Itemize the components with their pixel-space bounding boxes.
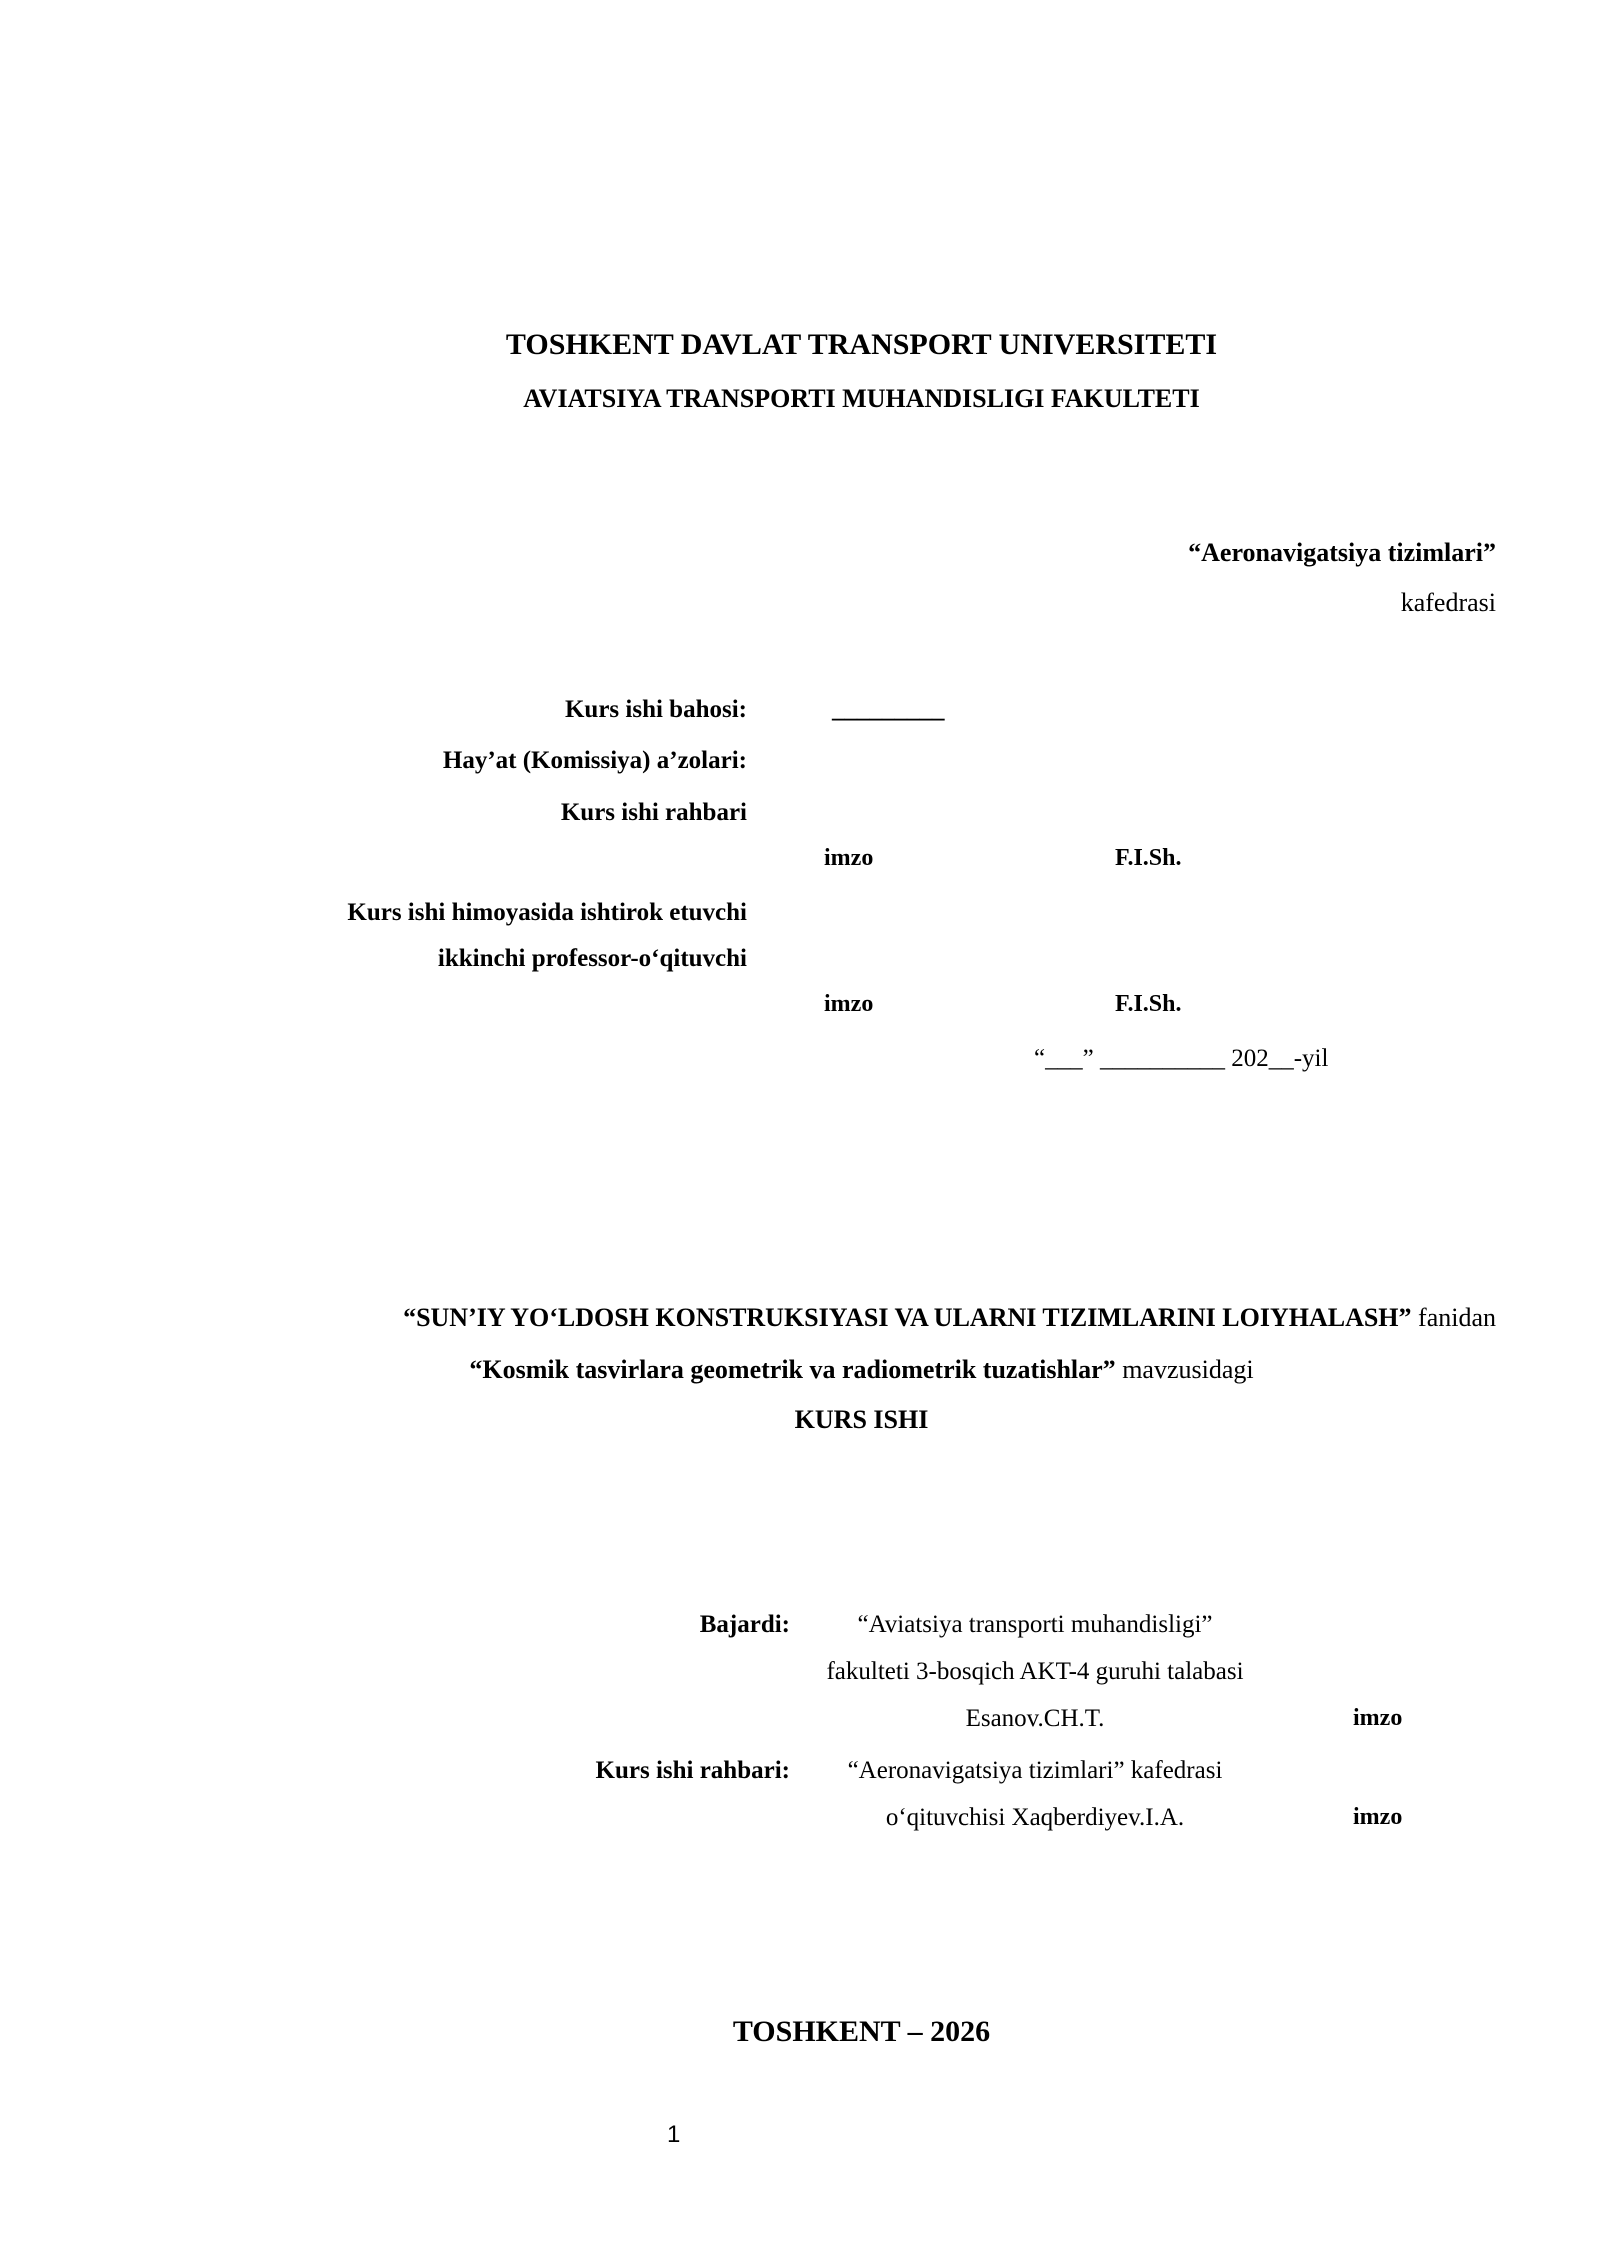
faculty-title: AVIATSIYA TRANSPORTI MUHANDISLIGI FAKULTETI [523, 384, 1200, 413]
student-signature-label: imzo [1353, 1705, 1403, 1731]
topic-line [0, 1357, 1600, 1383]
done-label: Bajardi: [699, 1611, 790, 1638]
university-title: TOSHKENT DAVLAT TRANSPORT UNIVERSITETI [505, 328, 1218, 361]
supervisor-label: Kurs ishi rahbari [560, 799, 747, 826]
second-teacher-line2: ikkinchi professor-o‘qituvchi [437, 945, 747, 972]
student-name: Esanov.CH.T. [965, 1705, 1105, 1732]
subject-line [403, 1305, 1496, 1331]
grade-label: Kurs ishi bahosi: [564, 696, 747, 723]
signature-label: imzo [824, 991, 874, 1017]
grade-blank: _________ [832, 696, 945, 723]
second-teacher-line1: Kurs ishi himoyasida ishtirok etuvchi [347, 899, 747, 926]
student-line2: fakulteti 3-bosqich AKT-4 guruhi talabasi [826, 1658, 1244, 1685]
supervisor-signature-label: imzo [1353, 1804, 1403, 1830]
student-line1: “Aviatsiya transporti muhandisligi” [857, 1611, 1213, 1638]
topic-title: “Kosmik tasvirlara geometrik va radiometrik tuzatishlar” [469, 1355, 1116, 1384]
work-type: KURS ISHI [794, 1405, 929, 1434]
topic-suffix: mavzusidagi [1115, 1355, 1254, 1384]
full-name-label: F.I.Sh. [1115, 845, 1182, 871]
full-name-label: F.I.Sh. [1115, 991, 1182, 1017]
supervisor-line1: “Aeronavigatsiya tizimlari” kafedrasi [847, 1757, 1223, 1784]
supervisor-line2: o‘qituvchisi Xaqberdiyev.I.A. [885, 1804, 1185, 1831]
commission-label: Hay’at (Komissiya) a’zolari: [442, 747, 747, 774]
page-number: 1 [667, 2121, 681, 2148]
subject-title: “SUN’IY YO‘LDOSH KONSTRUKSIYASI VA ULARNI TIZIMLARINI LOIYHALASH” [403, 1303, 1412, 1332]
city-year: TOSHKENT – 2026 [732, 2015, 991, 2048]
date-line: “___” __________ 202__-yil [1034, 1045, 1329, 1072]
work-supervisor-label: Kurs ishi rahbari: [595, 1757, 790, 1784]
department-name: “Aeronavigatsiya tizimlari” [1188, 538, 1496, 567]
signature-label: imzo [824, 845, 874, 871]
subject-suffix: fanidan [1411, 1303, 1496, 1332]
department-suffix: kafedrasi [1400, 588, 1496, 617]
